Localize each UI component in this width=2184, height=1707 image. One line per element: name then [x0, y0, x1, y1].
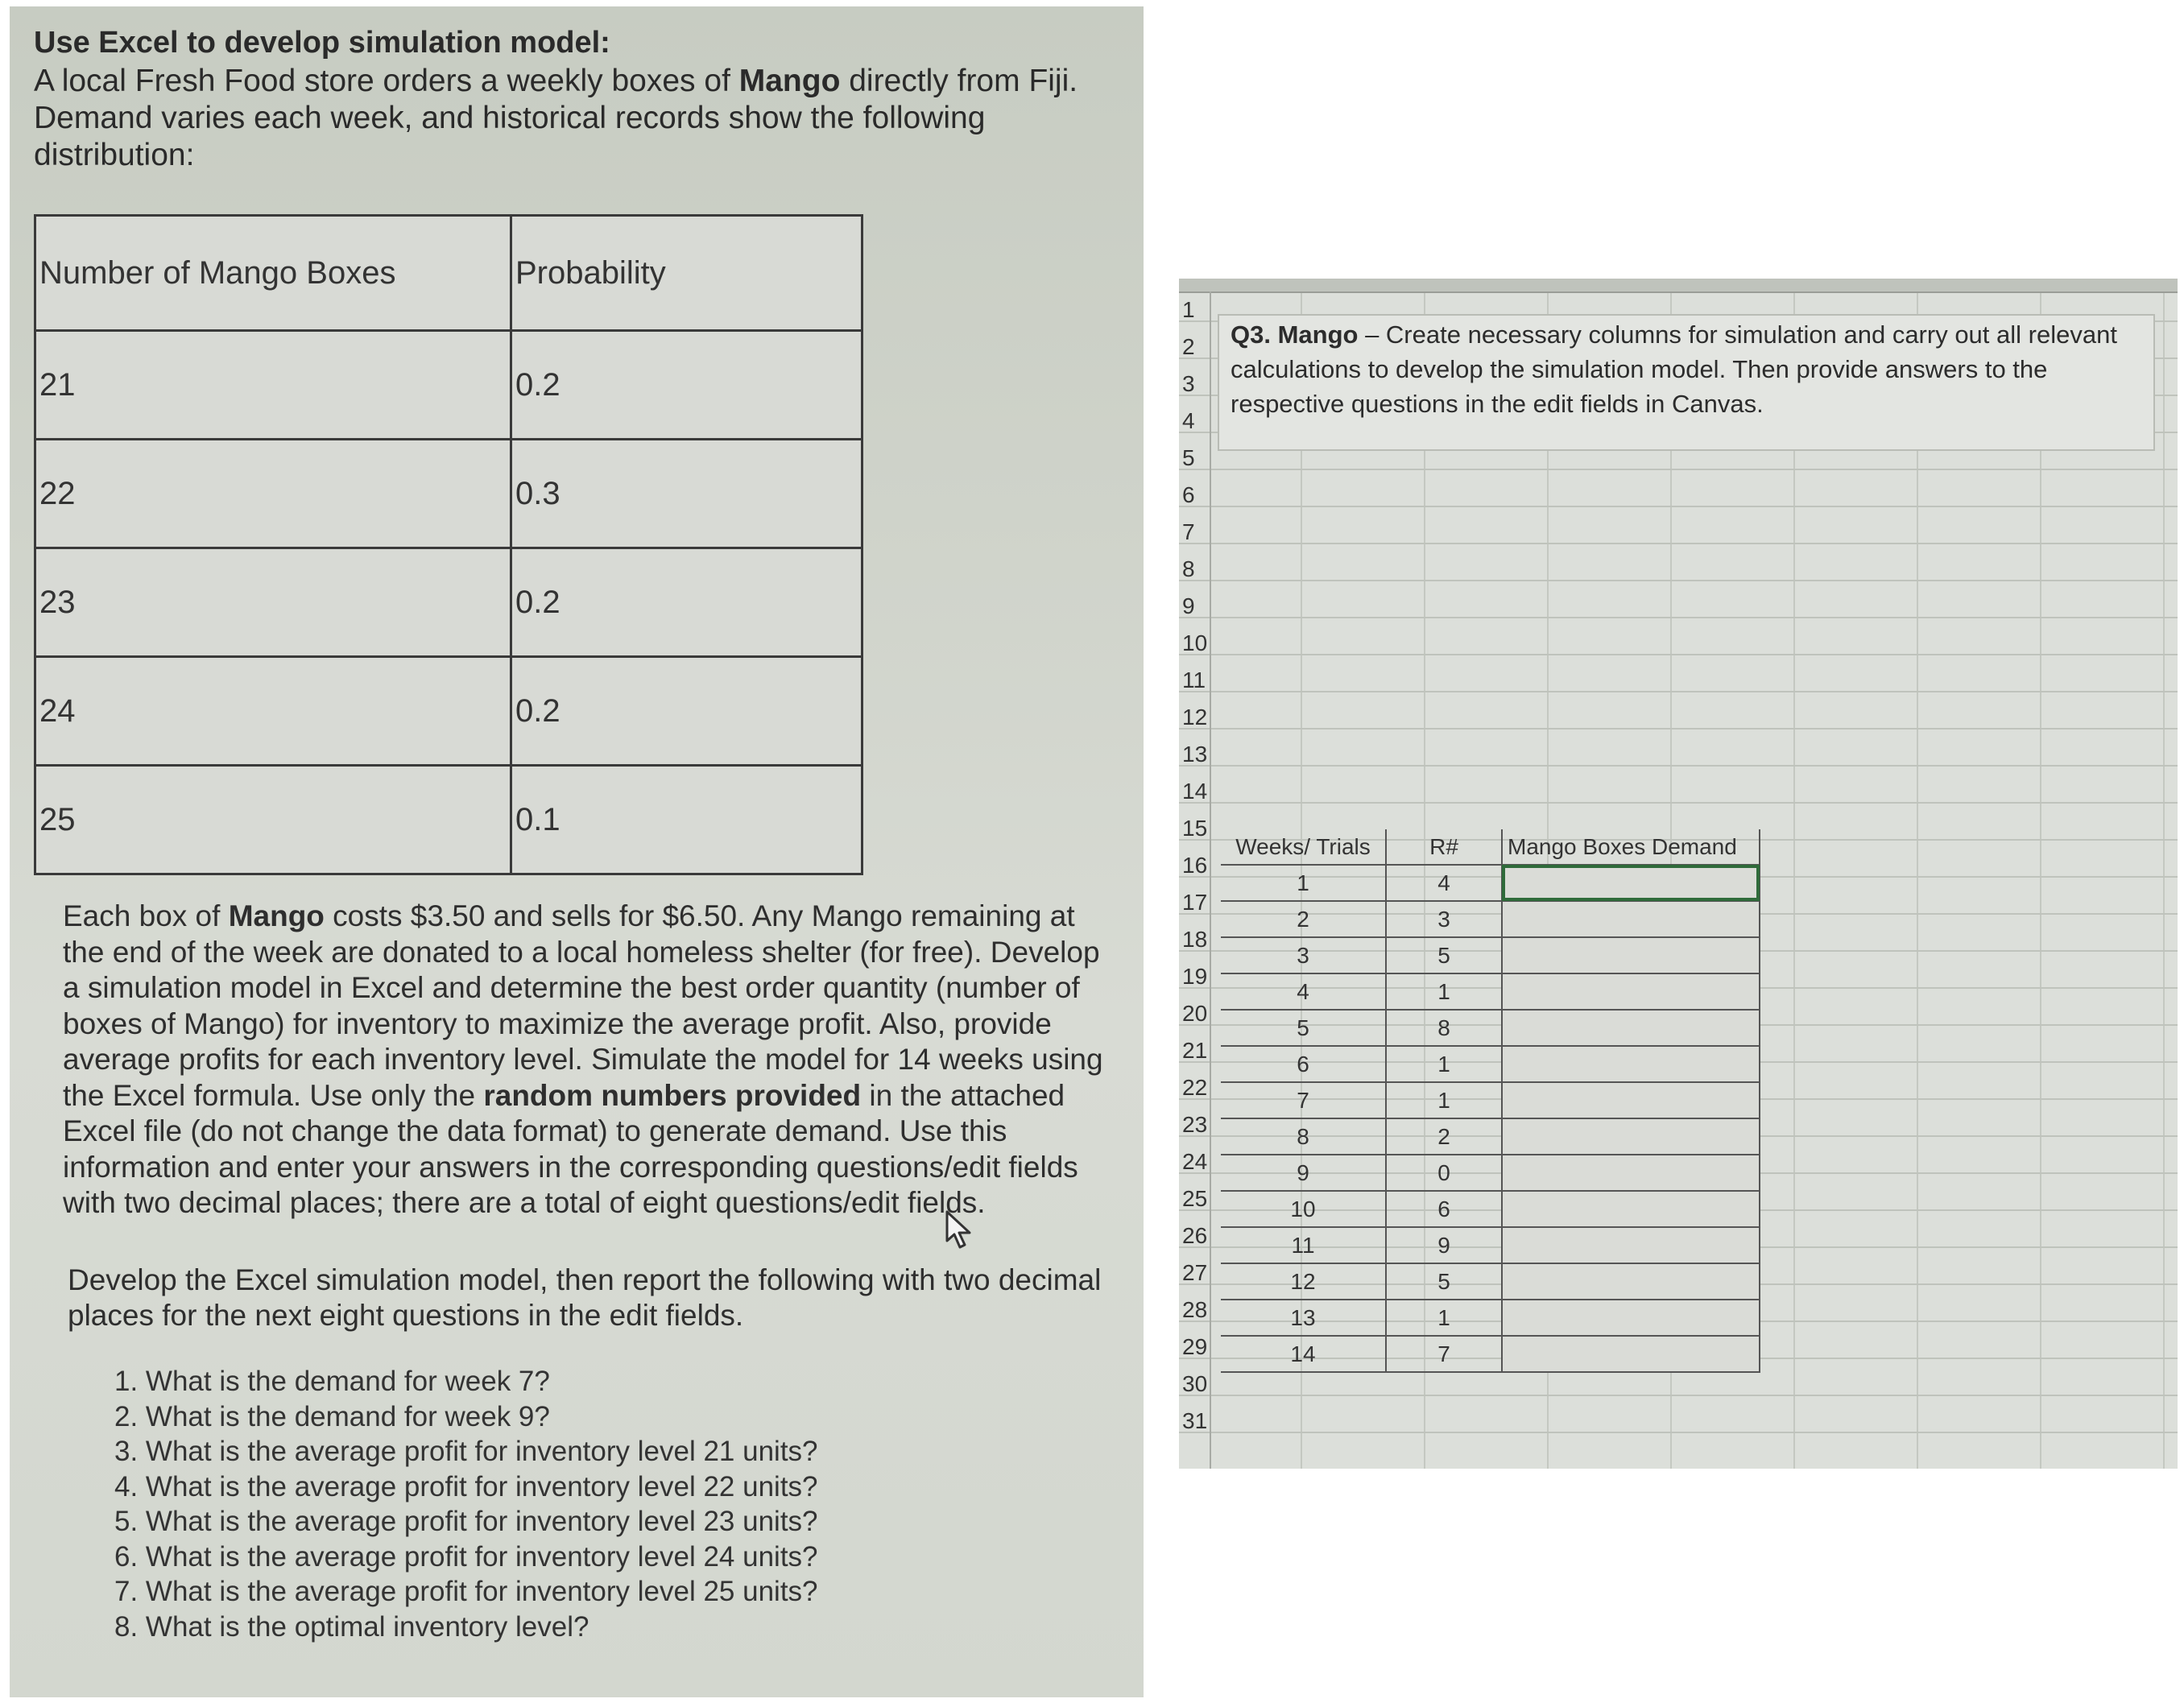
header-random-number[interactable]: R#: [1386, 829, 1502, 865]
week-cell[interactable]: 12: [1221, 1263, 1386, 1300]
row-header-column: [1179, 291, 1210, 1440]
demand-cell[interactable]: [1502, 1300, 1760, 1336]
question-item: 7. What is the average profit for inventory level 25 units?: [114, 1576, 818, 1607]
body-text-a: Each box of: [63, 899, 229, 932]
simulation-row: [1221, 1336, 1760, 1372]
random-number-cell[interactable]: 5: [1386, 1263, 1502, 1300]
question-item: 3. What is the average profit for inventory level 21 units?: [114, 1436, 818, 1467]
row-number[interactable]: 3: [1182, 371, 1195, 396]
simulation-row: [1221, 1263, 1760, 1300]
simulation-row: [1221, 1191, 1760, 1227]
row-number[interactable]: 20: [1182, 1001, 1208, 1026]
row-number[interactable]: 16: [1182, 853, 1208, 878]
row-number[interactable]: 21: [1182, 1038, 1208, 1063]
week-cell[interactable]: 2: [1221, 901, 1386, 937]
row-number[interactable]: 30: [1182, 1371, 1208, 1396]
row-number[interactable]: 24: [1182, 1149, 1208, 1174]
random-number-cell[interactable]: 3: [1386, 901, 1502, 937]
row-number[interactable]: 27: [1182, 1260, 1208, 1285]
simulation-rows: [1221, 865, 1760, 1372]
random-number-cell[interactable]: 8: [1386, 1010, 1502, 1046]
body-text-b: costs $3.50 and sells for $6.50. Any Mango remaining at the end of the week are donated to a local homeless shelter (for free). Develop a simulation model in Excel and determine the best order quantity (number of boxes of Mango) for inventory to maximize the average profit. Also, provide average profits for each inventory level. Simulate the model for 14 weeks using the Excel formula. Use only the: [63, 899, 1103, 1112]
simulation-row: [1221, 865, 1760, 901]
question-item: 4. What is the average profit for inventory level 22 units?: [114, 1470, 818, 1502]
intro-text-b: directly from Fiji. Demand varies each week, and historical records show the following distribution:: [34, 64, 1078, 172]
row-number[interactable]: 22: [1182, 1075, 1208, 1100]
random-number-cell[interactable]: 4: [1386, 865, 1502, 901]
simulation-row: [1221, 937, 1760, 973]
probability-cell: 0.1: [511, 766, 862, 874]
week-cell[interactable]: 14: [1221, 1336, 1386, 1372]
probability-cell: 0.3: [511, 440, 862, 548]
q3-label: Q3. Mango: [1231, 320, 1359, 349]
week-cell[interactable]: 11: [1221, 1227, 1386, 1263]
header-probability: Probability: [511, 216, 862, 331]
row-number[interactable]: 14: [1182, 779, 1208, 804]
row-number[interactable]: 9: [1182, 593, 1195, 618]
simulation-row: [1221, 1082, 1760, 1118]
demand-cell[interactable]: [1502, 1010, 1760, 1046]
demand-cell[interactable]: [1502, 937, 1760, 973]
demand-cell[interactable]: [1502, 1263, 1760, 1300]
week-cell[interactable]: 3: [1221, 937, 1386, 973]
random-number-cell[interactable]: 1: [1386, 1300, 1502, 1336]
boxes-cell: 21: [35, 331, 511, 440]
row-number[interactable]: 10: [1182, 630, 1208, 655]
demand-cell[interactable]: [1502, 1227, 1760, 1263]
question-item: 2. What is the demand for week 9?: [114, 1400, 550, 1432]
week-cell[interactable]: 5: [1221, 1010, 1386, 1046]
week-cell[interactable]: 13: [1221, 1300, 1386, 1336]
body-text-c: in the attached Excel file (do not change the data format) to generate demand. Use this information and enter your answers in the corresponding questions/edit fields with two decimal places; there are a total of eight questions/edit fields.: [63, 1078, 1078, 1219]
body-bold-random-numbers: random numbers provided: [483, 1078, 862, 1112]
row-number[interactable]: 5: [1182, 445, 1195, 470]
distribution-header-row: [35, 216, 862, 331]
question-item: 5. What is the average profit for inventory level 23 units?: [114, 1506, 818, 1537]
simulation-table: [1221, 829, 1760, 1373]
demand-cell[interactable]: [1502, 1191, 1760, 1227]
question-list: [114, 1364, 1081, 1644]
row-number[interactable]: 25: [1182, 1186, 1208, 1211]
simulation-row: [1221, 1118, 1760, 1155]
simulation-row: [1221, 1046, 1760, 1082]
week-cell[interactable]: 8: [1221, 1118, 1386, 1155]
demand-cell[interactable]: [1502, 1118, 1760, 1155]
random-number-cell[interactable]: 5: [1386, 937, 1502, 973]
simulation-row: [1221, 1010, 1760, 1046]
intro-paragraph: [34, 63, 1129, 174]
row-number[interactable]: 6: [1182, 482, 1195, 507]
row-number[interactable]: 17: [1182, 890, 1208, 915]
probability-cell: 0.2: [511, 657, 862, 766]
row-number[interactable]: 1: [1182, 297, 1195, 322]
demand-cell[interactable]: [1502, 1046, 1760, 1082]
body-bold-mango: Mango: [228, 899, 325, 932]
simulation-header-row: [1221, 829, 1760, 865]
row-number[interactable]: 28: [1182, 1297, 1208, 1322]
boxes-cell: 22: [35, 440, 511, 548]
column-header-bar: [1179, 279, 2178, 293]
boxes-cell: 23: [35, 548, 511, 657]
document-title: Use Excel to develop simulation model:: [34, 26, 610, 60]
simulation-row: [1221, 1227, 1760, 1263]
demand-cell[interactable]: [1502, 901, 1760, 937]
distribution-row: [35, 331, 862, 440]
row-header-divider: [1210, 291, 1211, 1469]
row-number[interactable]: 7: [1182, 519, 1195, 544]
probability-cell: 0.2: [511, 548, 862, 657]
distribution-row: [35, 548, 862, 657]
excel-worksheet: [1179, 279, 2178, 1469]
distribution-table: [34, 214, 863, 875]
week-cell[interactable]: 4: [1221, 973, 1386, 1010]
random-number-cell[interactable]: 7: [1386, 1336, 1502, 1372]
random-number-cell[interactable]: 1: [1386, 1082, 1502, 1118]
header-number-of-boxes: Number of Mango Boxes: [35, 216, 511, 331]
row-number[interactable]: 8: [1182, 556, 1195, 581]
row-number[interactable]: 23: [1182, 1112, 1208, 1137]
probability-cell: 0.2: [511, 331, 862, 440]
random-number-cell[interactable]: 6: [1386, 1191, 1502, 1227]
row-number[interactable]: 11: [1182, 668, 1206, 692]
row-number[interactable]: 18: [1182, 927, 1208, 952]
intro-bold-mango: Mango: [738, 64, 841, 98]
demand-cell[interactable]: [1502, 1336, 1760, 1372]
week-cell[interactable]: 6: [1221, 1046, 1386, 1082]
question-item: 1. What is the demand for week 7?: [114, 1366, 550, 1397]
demand-cell[interactable]: [1502, 1082, 1760, 1118]
random-number-cell[interactable]: 9: [1386, 1227, 1502, 1263]
problem-description: [63, 899, 1110, 1221]
header-mango-demand[interactable]: Mango Boxes Demand: [1502, 829, 1760, 865]
q3-instruction-text: [1231, 317, 2149, 421]
boxes-cell: 24: [35, 657, 511, 766]
week-cell[interactable]: 7: [1221, 1082, 1386, 1118]
question-item: 6. What is the average profit for inventory level 24 units?: [114, 1540, 818, 1573]
simulation-row: [1221, 901, 1760, 937]
random-number-cell[interactable]: 0: [1386, 1155, 1502, 1191]
row-number[interactable]: 13: [1182, 742, 1208, 767]
row-number[interactable]: 29: [1182, 1334, 1208, 1359]
row-number[interactable]: 12: [1182, 705, 1208, 730]
simulation-row: [1221, 973, 1760, 1010]
demand-cell[interactable]: [1502, 973, 1760, 1010]
random-number-cell[interactable]: 1: [1386, 973, 1502, 1010]
demand-cell[interactable]: [1502, 865, 1760, 901]
intro-text-a: A local Fresh Food store orders a weekly boxes of: [34, 64, 739, 98]
intro-section: [34, 23, 1129, 174]
distribution-row: [35, 657, 862, 766]
question-item: 8. What is the optimal inventory level?: [114, 1610, 589, 1643]
row-number[interactable]: 2: [1182, 334, 1195, 359]
simulation-row: [1221, 1300, 1760, 1336]
mouse-pointer-icon: [944, 1210, 976, 1250]
demand-cell[interactable]: [1502, 1155, 1760, 1191]
develop-instructions: Develop the Excel simulation model, then report the following with two decimal places for the next eight questions in the edit fields.: [68, 1263, 1102, 1332]
simulation-row: [1221, 1155, 1760, 1191]
week-cell[interactable]: 10: [1221, 1191, 1386, 1227]
distribution-row: [35, 440, 862, 548]
q3-description: – Create necessary columns for simulation and carry out all relevant calculations to develop the simulation model. Then provide answers to the respective questions in the edit fields in Canvas.: [1231, 320, 2117, 418]
random-number-cell[interactable]: 1: [1386, 1046, 1502, 1082]
distribution-row: [35, 766, 862, 874]
random-number-cell[interactable]: 2: [1386, 1118, 1502, 1155]
row-number[interactable]: 19: [1182, 964, 1208, 989]
week-cell[interactable]: 9: [1221, 1155, 1386, 1191]
week-cell[interactable]: 1: [1221, 865, 1386, 901]
row-number[interactable]: 4: [1182, 408, 1195, 433]
row-number[interactable]: 15: [1182, 816, 1208, 841]
row-number[interactable]: 31: [1182, 1408, 1208, 1433]
boxes-cell: 25: [35, 766, 511, 874]
header-weeks-trials[interactable]: Weeks/ Trials: [1221, 829, 1386, 865]
row-number[interactable]: 26: [1182, 1223, 1208, 1248]
assignment-document: [10, 6, 1144, 1697]
